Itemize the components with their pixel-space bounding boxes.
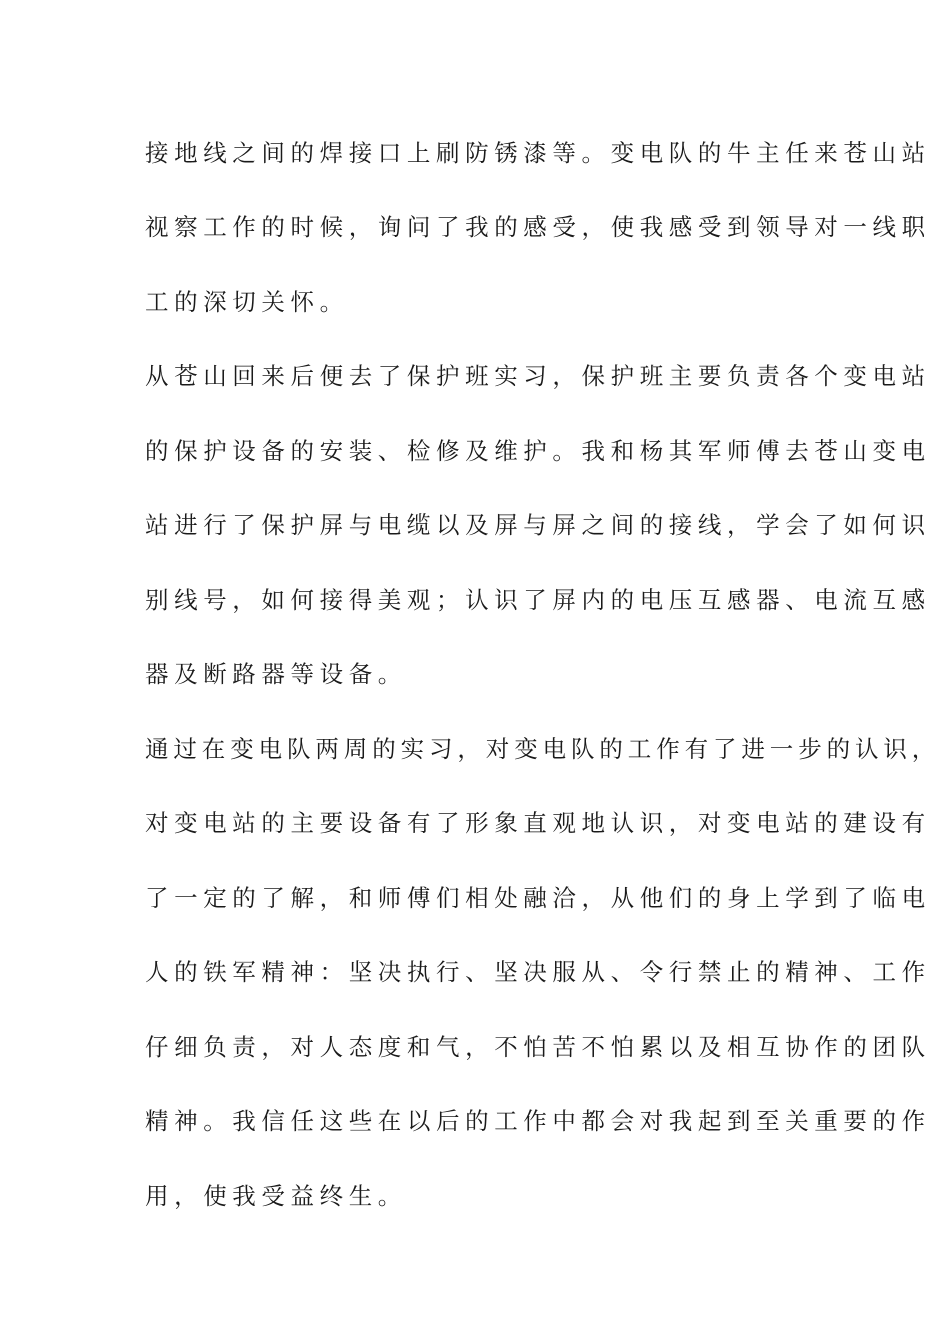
paragraph-3-line-2: 对变电站的主要设备有了形象直观地认识，对变电站的建设有 xyxy=(145,809,931,837)
paragraph-2-line-5: 器及断路器等设备。 xyxy=(145,660,407,688)
paragraph-1-line-3: 工的深切关怀。 xyxy=(145,288,349,316)
paragraph-3-line-4: 人的铁军精神：坚决执行、坚决服从、令行禁止的精神、工作 xyxy=(145,958,931,986)
paragraph-2-line-3: 站进行了保护屏与电缆以及屏与屏之间的接线，学会了如何识 xyxy=(145,511,931,539)
paragraph-2-line-2: 的保护设备的安装、检修及维护。我和杨其军师傅去苍山变电 xyxy=(145,437,931,465)
paragraph-3-line-6: 精神。我信任这些在以后的工作中都会对我起到至关重要的作 xyxy=(145,1107,931,1135)
paragraph-3-line-3: 了一定的了解，和师傅们相处融洽，从他们的身上学到了临电 xyxy=(145,884,931,912)
paragraph-3-line-1: 通过在变电队两周的实习，对变电队的工作有了进一步的认识， xyxy=(145,735,941,763)
paragraph-2-line-4: 别线号，如何接得美观；认识了屏内的电压互感器、电流互感 xyxy=(145,586,931,614)
paragraph-2-line-1: 从苍山回来后便去了保护班实习，保护班主要负责各个变电站 xyxy=(145,362,931,390)
paragraph-1-line-2: 视察工作的时候，询问了我的感受，使我感受到领导对一线职 xyxy=(145,213,931,241)
paragraph-3-line-5: 仔细负责，对人态度和气，不怕苦不怕累以及相互协作的团队 xyxy=(145,1033,931,1061)
paragraph-1-line-1: 接地线之间的焊接口上刷防锈漆等。变电队的牛主任来苍山站 xyxy=(145,139,931,167)
paragraph-3-line-7: 用，使我受益终生。 xyxy=(145,1182,407,1210)
